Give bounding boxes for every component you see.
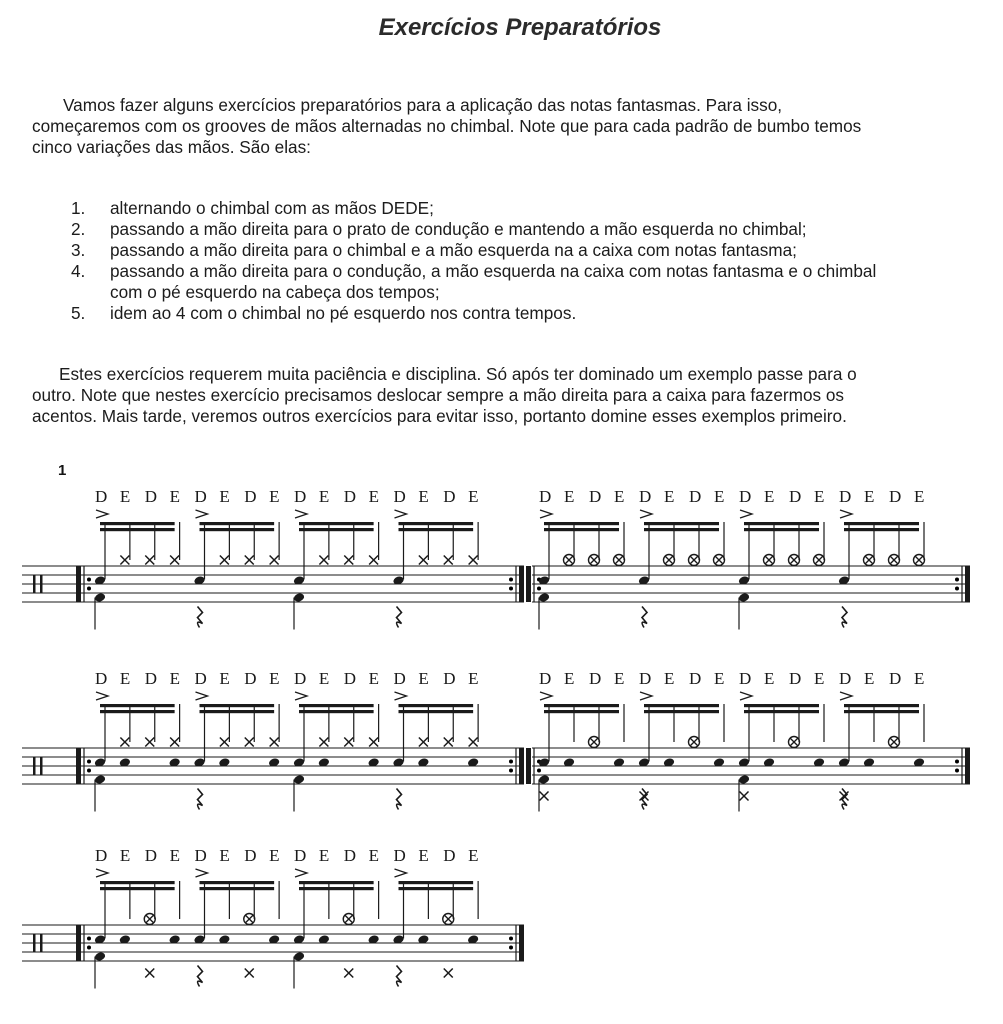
sticking-letter: D: [443, 669, 456, 688]
percussion-clef: [40, 757, 43, 775]
sticking-letter: D: [244, 669, 257, 688]
beam: [200, 704, 275, 707]
sticking-letter: E: [814, 487, 825, 506]
list-text: passando a mão direita para o chimbal e a mão esquerda na a caixa com notas fantasma;: [110, 240, 797, 260]
list-number: 5.: [71, 303, 86, 323]
sticking-letter: D: [739, 669, 752, 688]
beam: [399, 704, 474, 707]
kick-notehead: [293, 774, 305, 785]
sticking-letter: E: [614, 487, 625, 506]
sticking-letter: D: [789, 487, 802, 506]
sticking-letter: D: [889, 669, 902, 688]
sticking-letter: E: [219, 669, 230, 688]
sticking-letter: E: [864, 669, 875, 688]
sticking-letter: E: [269, 669, 280, 688]
staff-measure: [526, 669, 970, 812]
beam: [299, 887, 374, 890]
quarter-rest: [842, 607, 847, 628]
beam: [299, 710, 374, 713]
sticking-letter: D: [839, 487, 852, 506]
sticking-letter: E: [269, 487, 280, 506]
beam: [544, 522, 619, 525]
repeat-dot: [509, 578, 513, 582]
sticking-letter: D: [839, 669, 852, 688]
sticking-letter: E: [318, 669, 330, 688]
repeat-dot: [87, 578, 91, 582]
sticking-letter: E: [269, 846, 280, 865]
beam: [399, 528, 474, 531]
beam: [744, 522, 819, 525]
sticking-letter: E: [468, 669, 479, 688]
quarter-rest: [642, 607, 647, 628]
sticking-letter: E: [119, 487, 131, 506]
beam: [744, 528, 819, 531]
accent-mark: [196, 869, 208, 877]
sticking-letter: E: [119, 846, 131, 865]
repeat-bar-thick: [519, 925, 524, 961]
accent-mark: [740, 510, 752, 518]
sticking-letter: D: [689, 669, 702, 688]
accent-mark: [295, 510, 307, 518]
closing-line: outro. Note que nestes exercício precisamos deslocar sempre a mão direita para a caixa para fazermos os: [32, 385, 845, 405]
kick-notehead: [538, 774, 550, 785]
repeat-bar-thick: [965, 748, 970, 784]
sticking-letter: E: [714, 669, 725, 688]
beam: [399, 710, 474, 713]
list-text: idem ao 4 com o chimbal no pé esquerdo nos contra tempos.: [110, 303, 577, 323]
staff-measure: [22, 487, 524, 630]
sticking-letter: E: [814, 669, 825, 688]
repeat-dot: [955, 769, 959, 773]
percussion-clef: [40, 934, 43, 952]
intro-line: Vamos fazer alguns exercícios preparatórios para a aplicação das notas fantasmas. Para isso,: [63, 95, 783, 115]
list-number: 1.: [71, 198, 86, 218]
sticking-letter: E: [318, 846, 330, 865]
list-number: 2.: [71, 219, 86, 239]
sticking-letter: D: [95, 669, 108, 688]
sticking-letter: D: [539, 669, 552, 688]
accent-mark: [96, 692, 108, 700]
accent-mark: [840, 510, 852, 518]
beam: [744, 710, 819, 713]
sticking-letter: D: [689, 487, 702, 506]
repeat-bar-thick: [519, 748, 524, 784]
sticking-letter: D: [393, 669, 406, 688]
repeat-dot: [537, 587, 541, 591]
closing-line: Estes exercícios requerem muita paciência e disciplina. Só após ter dominado um exemplo passe para o: [59, 364, 857, 384]
sticking-letter: D: [539, 487, 552, 506]
sticking-letter: D: [639, 669, 652, 688]
quarter-rest: [198, 966, 203, 987]
percussion-clef: [33, 575, 36, 593]
sticking-letter: E: [564, 487, 575, 506]
staff-measure: [22, 669, 524, 812]
accent-mark: [640, 692, 652, 700]
repeat-dot: [509, 587, 513, 591]
accent-mark: [840, 692, 852, 700]
beam: [100, 710, 175, 713]
beam: [844, 704, 919, 707]
sticking-letter: E: [368, 487, 380, 506]
sticking-letter: D: [244, 846, 257, 865]
repeat-bar-thick: [519, 566, 524, 602]
repeat-dot: [509, 769, 513, 773]
sticking-letter: D: [789, 669, 802, 688]
beam: [844, 528, 919, 531]
kick-notehead: [94, 774, 106, 785]
sticking-letter: E: [418, 846, 429, 865]
beam: [100, 887, 175, 890]
beam: [644, 528, 719, 531]
kick-notehead: [738, 774, 750, 785]
sticking-letter: E: [169, 669, 181, 688]
accent-mark: [540, 510, 552, 518]
repeat-bar-thick: [965, 566, 970, 602]
repeat-dot: [955, 587, 959, 591]
beam: [200, 887, 275, 890]
beam: [299, 528, 374, 531]
accent-mark: [395, 692, 407, 700]
sticking-letter: E: [169, 846, 181, 865]
beam: [644, 522, 719, 525]
repeat-bar-thick: [526, 566, 531, 602]
list-number: 3.: [71, 240, 86, 260]
list-text: com o pé esquerdo na cabeça dos tempos;: [110, 282, 440, 302]
kick-notehead: [293, 951, 305, 962]
sticking-letter: D: [889, 487, 902, 506]
sticking-letter: D: [95, 487, 108, 506]
beam: [544, 528, 619, 531]
staff-measure: [22, 846, 524, 989]
list-number: 4.: [71, 261, 86, 281]
sticking-letter: E: [914, 669, 925, 688]
accent-mark: [740, 692, 752, 700]
accent-mark: [640, 510, 652, 518]
sticking-letter: D: [144, 487, 158, 506]
kick-notehead: [94, 951, 106, 962]
repeat-dot: [509, 946, 513, 950]
percussion-clef: [40, 575, 43, 593]
beam: [844, 522, 919, 525]
beam: [100, 522, 175, 525]
accent-mark: [395, 510, 407, 518]
sticking-letter: D: [144, 846, 158, 865]
beam: [844, 710, 919, 713]
sticking-letter: D: [294, 669, 307, 688]
sticking-letter: E: [418, 669, 429, 688]
quarter-rest: [198, 789, 203, 810]
sticking-letter: D: [739, 487, 752, 506]
sticking-letter: D: [589, 487, 602, 506]
accent-mark: [96, 510, 108, 518]
staff-measure: [526, 487, 970, 630]
repeat-dot: [955, 578, 959, 582]
beam: [399, 522, 474, 525]
sticking-letter: D: [194, 669, 207, 688]
sticking-letter: E: [318, 487, 330, 506]
accent-mark: [96, 869, 108, 877]
sticking-letter: D: [294, 846, 307, 865]
repeat-dot: [87, 937, 91, 941]
accent-mark: [395, 869, 407, 877]
beam: [544, 710, 619, 713]
beam: [100, 704, 175, 707]
repeat-dot: [537, 769, 541, 773]
kick-notehead: [293, 592, 305, 603]
beam: [299, 522, 374, 525]
sticking-letter: D: [194, 846, 207, 865]
sticking-letter: E: [714, 487, 725, 506]
accent-mark: [540, 692, 552, 700]
sticking-letter: D: [144, 669, 158, 688]
sticking-letter: D: [393, 846, 406, 865]
kick-notehead: [94, 592, 106, 603]
beam: [744, 704, 819, 707]
beam: [644, 710, 719, 713]
list-text: passando a mão direita para o condução, a mão esquerda na caixa com notas fantasma e o chimbal: [110, 261, 877, 281]
percussion-clef: [33, 757, 36, 775]
intro-line: começaremos com os grooves de mãos alternadas no chimbal. Note que para cada padrão de bumbo temos: [32, 116, 862, 136]
intro-line: cinco variações das mãos. São elas:: [32, 137, 311, 157]
sticking-letter: E: [614, 669, 625, 688]
sticking-letter: D: [343, 487, 357, 506]
page-title: Exercícios Preparatórios: [378, 14, 662, 41]
sticking-letter: D: [244, 487, 257, 506]
sticking-letter: E: [664, 487, 675, 506]
sticking-letter: E: [368, 846, 380, 865]
accent-mark: [196, 692, 208, 700]
list-text: alternando o chimbal com as mãos DEDE;: [110, 198, 434, 218]
beam: [399, 881, 474, 884]
accent-mark: [295, 869, 307, 877]
closing-line: acentos. Mais tarde, veremos outros exercícios para evitar isso, portanto domine esses exemplos primeiro.: [32, 406, 847, 426]
beam: [299, 704, 374, 707]
beam: [200, 710, 275, 713]
sticking-letter: E: [219, 487, 230, 506]
repeat-dot: [509, 937, 513, 941]
beam: [644, 704, 719, 707]
beam: [100, 528, 175, 531]
accent-mark: [196, 510, 208, 518]
quarter-rest: [397, 966, 402, 987]
sticking-letter: E: [418, 487, 429, 506]
sticking-letter: D: [443, 487, 456, 506]
beam: [200, 528, 275, 531]
sticking-letter: D: [343, 669, 357, 688]
sticking-letter: D: [639, 487, 652, 506]
repeat-bar-thick: [76, 566, 81, 602]
sticking-letter: D: [589, 669, 602, 688]
sticking-letter: D: [343, 846, 357, 865]
sticking-letter: E: [219, 846, 230, 865]
sticking-letter: E: [764, 669, 775, 688]
beam: [399, 887, 474, 890]
quarter-rest: [198, 607, 203, 628]
beam: [100, 881, 175, 884]
repeat-dot: [509, 760, 513, 764]
sticking-letter: D: [443, 846, 456, 865]
sticking-letter: E: [864, 487, 875, 506]
sticking-letter: E: [169, 487, 181, 506]
accent-mark: [295, 692, 307, 700]
sticking-letter: E: [914, 487, 925, 506]
sticking-letter: E: [564, 669, 575, 688]
sticking-letter: E: [119, 669, 131, 688]
beam: [544, 704, 619, 707]
quarter-rest: [397, 607, 402, 628]
repeat-dot: [87, 946, 91, 950]
sticking-letter: D: [194, 487, 207, 506]
sticking-letter: E: [468, 487, 479, 506]
beam: [200, 881, 275, 884]
percussion-clef: [33, 934, 36, 952]
kick-notehead: [538, 592, 550, 603]
quarter-rest: [397, 789, 402, 810]
repeat-bar-thick: [76, 748, 81, 784]
repeat-dot: [87, 769, 91, 773]
sticking-letter: E: [368, 669, 380, 688]
repeat-dot: [87, 587, 91, 591]
sticking-letter: E: [764, 487, 775, 506]
sticking-letter: E: [468, 846, 479, 865]
repeat-bar-thick: [526, 748, 531, 784]
repeat-bar-thick: [76, 925, 81, 961]
sticking-letter: D: [95, 846, 108, 865]
beam: [299, 881, 374, 884]
list-text: passando a mão direita para o prato de condução e mantendo a mão esquerda no chimbal;: [110, 219, 807, 239]
exercise-number: 1: [58, 462, 67, 479]
kick-notehead: [738, 592, 750, 603]
repeat-dot: [955, 760, 959, 764]
sticking-letter: D: [393, 487, 406, 506]
sticking-letter: E: [664, 669, 675, 688]
repeat-dot: [87, 760, 91, 764]
sticking-letter: D: [294, 487, 307, 506]
beam: [200, 522, 275, 525]
